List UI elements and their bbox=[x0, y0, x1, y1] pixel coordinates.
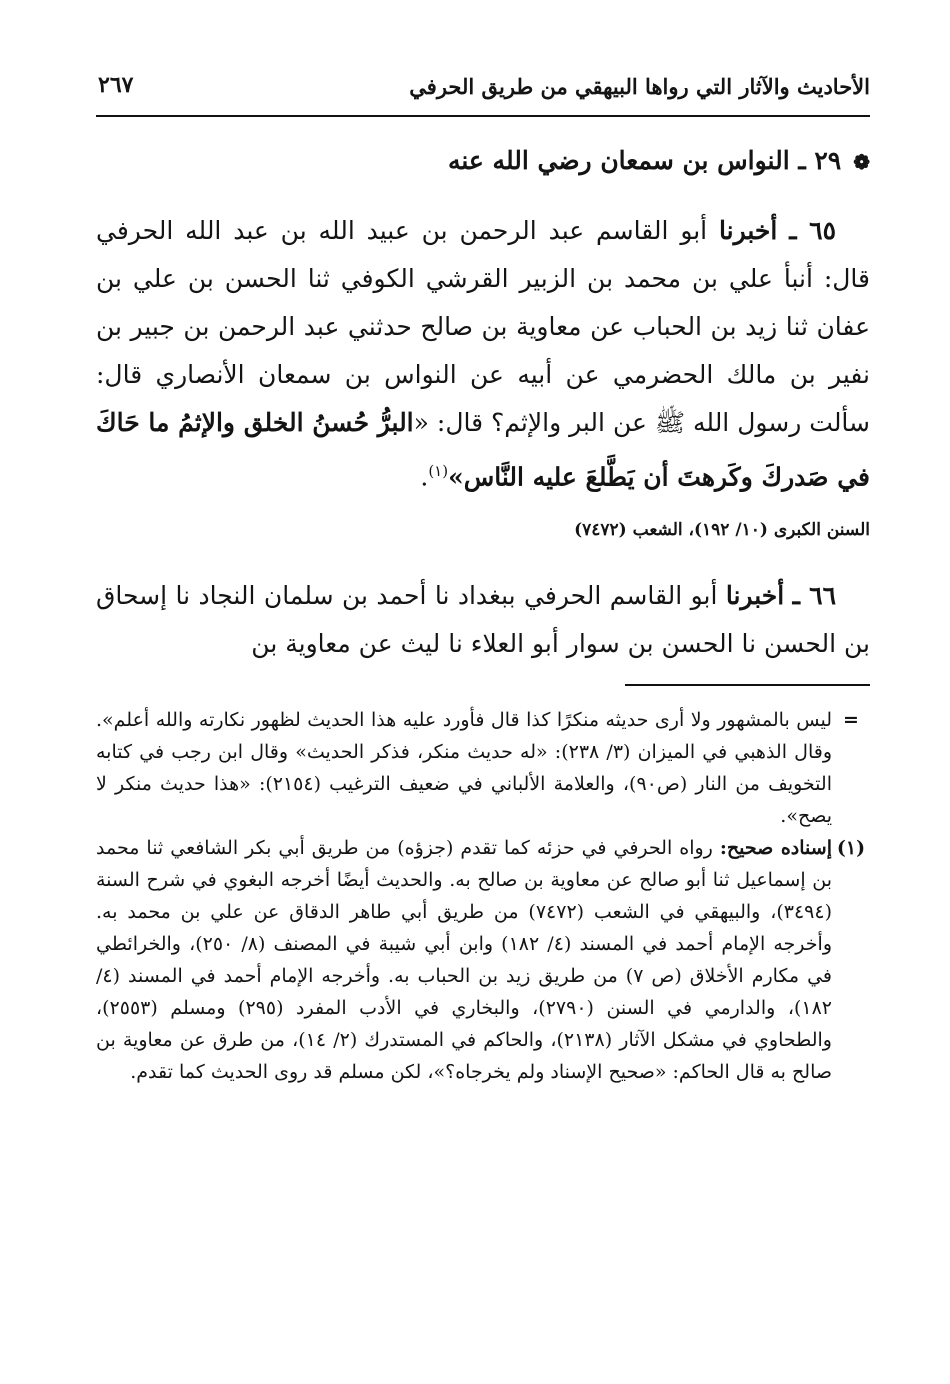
section-title: ٢٩ ـ النواس بن سمعان رضي الله عنه bbox=[447, 146, 842, 175]
continuation-mark: = bbox=[843, 709, 859, 731]
book-page bbox=[96, 0, 870, 1384]
footnote-mark: (١) bbox=[836, 837, 866, 859]
section-heading bbox=[448, 146, 870, 175]
footnote-ref[interactable]: (١) bbox=[428, 462, 449, 480]
sentence-end: . bbox=[420, 462, 429, 492]
source-reference: السنن الكبرى (١٠/ ١٩٢)، الشعب (٧٤٧٢) bbox=[574, 520, 870, 540]
footnote-1 bbox=[96, 832, 870, 1088]
footnote-body: رواه الحرفي في حزئه كما تقدم (جزؤه) من طريق أبي بكر الشافعي ثنا محمد بن إسماعيل ثنا أبو صالح عن معاوية بن صالح به. والحديث أيضًا أخرجه البغوي في شرح السنة (٣٤٩٤)، والبيهقي في الشعب (٧٤٧٢) من طريق أبي طاهر الدقاق عن علي بن محمد به. وأخرجه الإمام أحمد في المسند (٤/ ١٨٢) وابن أبي شيبة في المصنف (٨/ ٢٥٠)، والخرائطي في مكارم الأخلاق (ص ٧) من طريق زيد بن الحباب به. وأخرجه الإمام أحمد في المسند (٤/ ١٨٢)، والدارمي في السنن (٢٧٩٠)، والبخاري في الأدب المفرد (٢٩٥) ومسلم (٢٥٥٣)، والطحاوي في مشكل الآثار (٢١٣٨)، والحاكم في المستدرك (٢/ ١٤)، من طرق عن معاوية بن صالح به قال الحاكم: «صحيح الإسناد ولم يخرجاه؟»، لكن مسلم قد روى الحديث كما تقدم. bbox=[96, 837, 832, 1083]
footnote-text bbox=[96, 832, 832, 1088]
grading-label: إسناده صحيح: bbox=[719, 837, 832, 859]
akhbarana-word: أخبرنا bbox=[719, 216, 778, 245]
header-rule bbox=[96, 115, 870, 117]
flower-ornament-icon: ❁ bbox=[853, 150, 870, 174]
matn-text: البرُّ حُسنُ الخلق والإثمُ ما حَاكَ في صَدركَ وكَرهتَ أن يَطَّلعَ عليه النَّاس bbox=[96, 408, 870, 492]
footnotes bbox=[96, 704, 870, 1088]
akhbarana-word: أخبرنا bbox=[725, 581, 785, 610]
footnote-separator bbox=[625, 684, 870, 686]
hadith-66 bbox=[96, 572, 870, 668]
quote-close: » bbox=[448, 462, 464, 492]
isnad-text: أبو القاسم الحرفي ببغداد نا أحمد بن سلمان النجاد نا إسحاق بن الحسن نا الحسن بن سوار أبو العلاء نا ليث عن معاوية بن bbox=[96, 581, 870, 658]
page-number: ٢٦٧ bbox=[98, 72, 134, 98]
hadith-number: ٦٦ ـ bbox=[792, 581, 836, 610]
hadith-number: ٦٥ ـ bbox=[789, 216, 836, 245]
running-title: الأحاديث والآثار التي رواها البيهقي من طريق الحرفي bbox=[409, 74, 870, 99]
footnote-continued bbox=[96, 704, 870, 832]
isnad-text: أبو القاسم عبد الرحمن بن عبيد الله بن عبد الله الحرفي قال: أنبأ علي بن محمد بن الزبير القرشي الكوفي ثنا الحسن بن علي بن عفان ثنا زيد بن الحباب عن معاوية بن صالح حدثني عبد الرحمن بن جبير بن نفير بن مالك الحضرمي عن أبيه عن النواس بن سمعان الأنصاري قال: سألت رسول الله ﷺ عن البر والإثم؟ قال: « bbox=[96, 216, 870, 437]
page-header bbox=[96, 68, 870, 108]
hadith-65 bbox=[96, 207, 870, 501]
footnote-text: ليس بالمشهور ولا أرى حديثه منكرًا كذا قال فأورد عليه هذا الحديث لظهور نكارته والله أعلم». وقال الذهبي في الميزان (٣/ ٢٣٨): «له حديث منكر، فذكر الحديث» وقال ابن رجب في كتابه التخويف من النار (ص٩٠)، والعلامة الألباني في ضعيف الترغيب (٢١٥٤): «هذا حديث منكر لا يصح». bbox=[96, 709, 832, 827]
